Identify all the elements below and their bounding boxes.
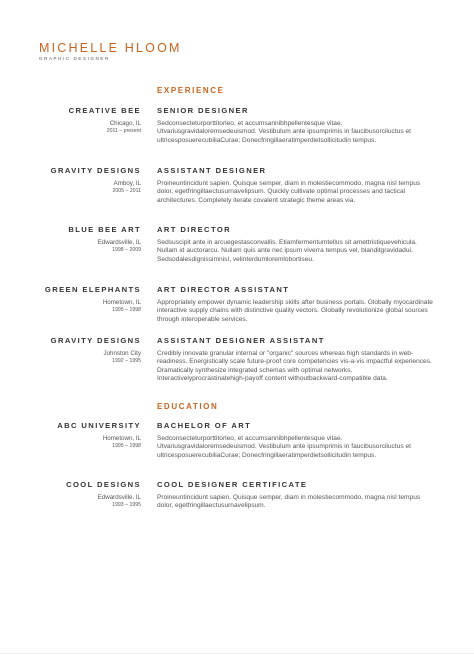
entry-description: Credibly innovate granular internal or "organic" sources whereas high standards in web-readiness. Energistically scale future-proof core competencies vis-a-vis impactful experiences. Dramatically synthesize integrated schemas with optimal networks. Interactivelyprocrastinatehigh-payoff content withoutbackward-compatible data. [157, 350, 432, 382]
entry-description: Sedsuscipit ante in arcuegestasconvallis. Etiamfermentumtellus sit amettristiquevehicula. Nullam id auctorarcu. Nullam quis ante nec ipsum viverra tempus vel, blanditgravidadui. SedsodalesdignissimnisI, velinterdumloremlobortiseu. [157, 239, 417, 263]
degree-title: COOL DESIGNER CERTIFICATE [157, 480, 308, 489]
institution-name: ABC UNIVERSITY [57, 421, 141, 430]
entry-description: Sedconsecteturporttitorleo, et accumsannibhpellentesque vitae. Utvariusgravidaloremsedeuismod. Vestibulum ante ipsumprimis in faucibusorciluctus et ultricesposuerecubiliaCurae; Donecfringillaeratimperdietsollicitudin tempus. [157, 435, 411, 459]
position-title: ART DIRECTOR [157, 225, 232, 234]
entry-body [157, 225, 437, 264]
resume-header [39, 41, 182, 61]
organization-name: GREEN ELEPHANTS [44, 285, 141, 294]
institution-name: COOL DESIGNS [66, 480, 141, 489]
entry-meta [1, 421, 141, 449]
entry-body [157, 336, 437, 383]
position-title: ASSISTANT DESIGNER ASSISTANT [157, 336, 325, 345]
entry-body [157, 480, 437, 511]
entry-dates: 2011 – present [106, 128, 141, 134]
organization-location: Chicago, IL [109, 120, 141, 127]
organization-name: GRAVITY DESIGNS [50, 336, 141, 345]
entry-description: Proineuntincidunt sapien. Quisque semper, diam in molestiecommodo, magna nisl tempus dolor, egetfringillaectusurnavelipsum. [157, 494, 421, 510]
entry-dates: 1992 – 1995 [112, 358, 141, 364]
entry-dates: 1995 – 1998 [112, 307, 141, 313]
entry-dates: 1993 – 1995 [112, 502, 141, 508]
entry-dates: 2005 – 2011 [112, 188, 141, 194]
organization-location: Johnston City [103, 350, 141, 357]
entry-body [157, 421, 437, 460]
position-title: SENIOR DESIGNER [157, 106, 249, 115]
organization-name: CREATIVE BEE [68, 106, 141, 115]
section-title-experience: EXPERIENCE [157, 86, 225, 95]
page-bottom-divider [0, 653, 474, 654]
candidate-name: MICHELLE HLOOM [39, 41, 182, 55]
organization-name: BLUE BEE ART [68, 225, 141, 234]
entry-body [157, 166, 437, 205]
entry-meta [1, 480, 141, 508]
degree-title: BACHELOR OF ART [157, 421, 252, 430]
section-title-education: EDUCATION [157, 402, 219, 411]
institution-location: Hometown, IL [102, 435, 141, 442]
position-title: ASSISTANT DESIGNER [157, 166, 267, 175]
organization-location: Edwardsville, IL [97, 239, 141, 246]
entry-body [157, 285, 437, 324]
entry-dates: 1995 – 1998 [112, 443, 141, 449]
entry-dates: 1998 – 2009 [112, 247, 141, 253]
entry-meta [1, 336, 141, 364]
entry-meta [1, 225, 141, 253]
entry-description: Proineuntincidunt sapien. Quisque semper, diam in molestiecommodo, magna nisl tempus dolor, egetfringillaectusurnavelipsum. Quickly cultivate optimal processes and tactical architectures. Completely iterate covalent strategic theme areas via. [157, 180, 421, 204]
organization-location: Amboy, IL [113, 180, 141, 187]
institution-location: Edwardsville, IL [97, 494, 141, 501]
organization-location: Hometown, IL [102, 299, 141, 306]
candidate-role: GRAPHIC DESIGNER [39, 56, 110, 61]
entry-meta [1, 285, 141, 313]
organization-name: GRAVITY DESIGNS [50, 166, 141, 175]
entry-meta [1, 106, 141, 134]
entry-body [157, 106, 437, 145]
entry-description: Appropriately empower dynamic leadership skills after business portals. Globally myocardinate interactive supply chains with distinctive quality vectors. Globally revolutionize global sources through interoperable services. [157, 299, 433, 323]
position-title: ART DIRECTOR ASSISTANT [157, 285, 290, 294]
entry-description: Sedconsecteturporttitorleo, et accumsannibhpellentesque vitae. Utvariusgravidaloremsedeuismod. Vestibulum ante ipsumprimis in faucibusorciluctus et ultricesposuerecubiliaCurae; Donecfringillaeratimperdietsollicitudin tempus. [157, 120, 411, 144]
entry-meta [1, 166, 141, 194]
